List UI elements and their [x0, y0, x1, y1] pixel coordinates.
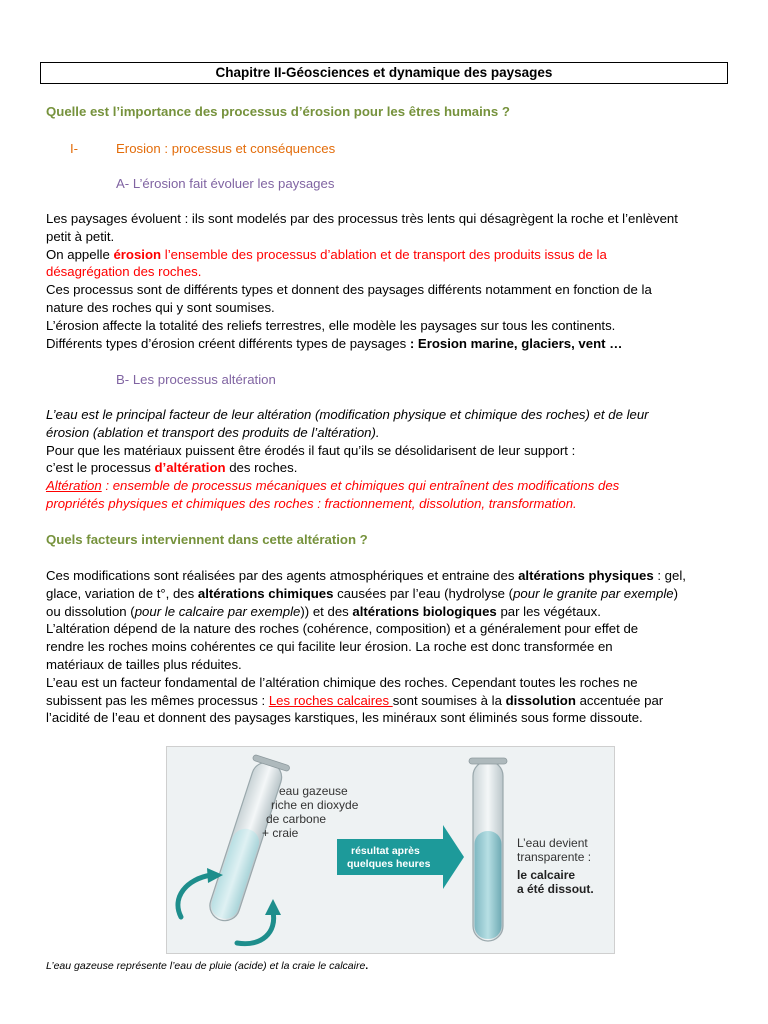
- subsection-heading-A: A- L’érosion fait évoluer les paysages: [116, 176, 335, 191]
- experiment-figure: [166, 746, 615, 954]
- text-line: Pour que les matériaux puissent être érodés il faut qu’ils se désolidarisent de leur support :: [46, 442, 576, 458]
- text-line: On appelle érosion l’ensemble des processus d’ablation et de transport des produits issus de la: [46, 246, 607, 262]
- text-line: l’acidité de l’eau et donnent des paysages karstiques, les minéraux sont éliminés sous forme dissoute.: [46, 710, 643, 726]
- text-line: glace, variation de t°, des altérations chimiques causées par l’eau (hydrolyse (pour le granite par exemple): [46, 585, 679, 601]
- arrow-head-icon: [265, 899, 281, 915]
- label-calcaire: le calcaire: [517, 868, 576, 882]
- term-erosion: érosion: [113, 246, 162, 262]
- text-line: Altération : ensemble de processus mécaniques et chimiques qui entraînent des modifications des: [46, 478, 620, 494]
- right-test-tube: [469, 758, 507, 941]
- text-line: nature des roches qui y sont soumises.: [46, 299, 275, 315]
- link-like-term: Les roches calcaires: [268, 692, 393, 708]
- text-line: désagrégation des roches.: [46, 264, 202, 280]
- section-heading-I: Erosion : processus et conséquences: [116, 141, 336, 156]
- text-line: L’eau est le principal facteur de leur altération (modification physique et chimique des roches) et de leur: [46, 407, 649, 422]
- text-line: érosion (ablation et transport des produits de l’altération).: [46, 424, 380, 440]
- text-line: L’eau est un facteur fondamental de l’altération chimique des roches. Cependant toutes les roches ne: [46, 674, 638, 690]
- test-tubes-illustration: [167, 747, 614, 953]
- text-line: petit à petit.: [46, 228, 115, 244]
- text-line: ou dissolution (pour le calcaire par exemple)) et des altérations biologiques par les végétaux.: [46, 603, 601, 619]
- text-line: c’est le processus d’altération des roches.: [46, 460, 298, 476]
- text-line: L’altération dépend de la nature des roches (cohérence, composition) et a généralement pour effet de: [46, 621, 639, 637]
- question-heading-1: Quelle est l’importance des processus d’érosion pour les êtres humains ?: [46, 104, 510, 119]
- label-carbone: de carbone: [266, 812, 327, 826]
- text-line: Ces processus sont de différents types et donnent des paysages différents notamment en fonction de la: [46, 282, 652, 298]
- text-line: propriétés physiques et chimiques des roches : fractionnement, dissolution, transformation.: [46, 495, 577, 511]
- figure-caption: L’eau gazeuse représente l’eau de pluie (acide) et la craie le calcaire.: [46, 960, 369, 972]
- left-test-tube: [202, 754, 290, 926]
- text-line: subissent pas les mêmes processus : Les roches calcaires sont soumises à la dissolution accentuée par: [46, 692, 664, 708]
- section-number-I: I-: [70, 141, 79, 156]
- result-arrow: [337, 825, 464, 889]
- label-craie: + craie: [262, 826, 299, 840]
- question-heading-2: Quels facteurs interviennent dans cette altération ?: [46, 532, 368, 547]
- subsection-heading-B: B- Les processus altération: [116, 372, 276, 387]
- term-alteration: d’altération: [154, 460, 226, 476]
- text-line: Ces modifications sont réalisées par des agents atmosphériques et entraine des altérations physiques : gel,: [46, 568, 686, 583]
- arrow-label-2: quelques heures: [347, 858, 431, 870]
- text-line: Les paysages évoluent : ils sont modelés par des processus très lents qui désagrègent la roche et l’enlèvent: [46, 211, 678, 226]
- text-line: matériaux de tailles plus réduites.: [46, 656, 242, 672]
- chapter-title: Chapitre II-Géosciences et dynamique des paysages: [40, 62, 728, 84]
- label-transparente: transparente :: [517, 850, 592, 864]
- paragraph-alteration: [46, 406, 726, 513]
- label-dioxyde: riche en dioxyde: [271, 798, 359, 812]
- label-dissout: a été dissout.: [517, 882, 594, 896]
- label-eau-devient: L’eau devient: [517, 836, 588, 850]
- paragraph-factors: [46, 567, 726, 727]
- paragraph-erosion: [46, 210, 726, 352]
- text-line: L’érosion affecte la totalité des reliefs terrestres, elle modèle les paysages sur tous les continents.: [46, 317, 616, 333]
- text-line: rendre les roches moins cohérentes ce qui facilite leur érosion. La roche est donc transformée en: [46, 639, 613, 655]
- label-eau-gazeuse: eau gazeuse: [279, 784, 348, 798]
- arrow-label-1: résultat après: [351, 845, 420, 857]
- text-line: Différents types d’érosion créent différents types de paysages : Erosion marine, glaciers, vent …: [46, 335, 623, 351]
